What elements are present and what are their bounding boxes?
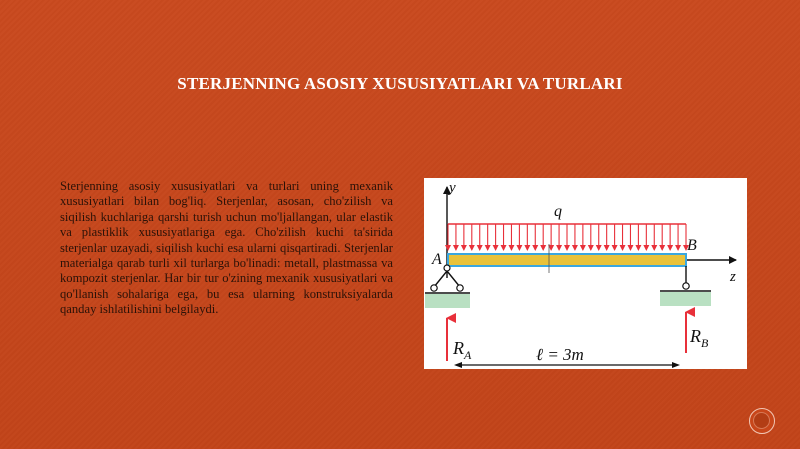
load-arrow-head	[596, 245, 602, 251]
nav-button-inner	[753, 412, 770, 429]
reaction-b-label: $R_B$	[690, 326, 709, 350]
load-arrow-head	[580, 245, 586, 251]
length-label: ℓ = 3m	[536, 345, 584, 364]
slide-title: STERJENNING ASOSIY XUSUSIYATLARI VA TURLARI	[177, 74, 623, 93]
load-arrow-head	[612, 245, 618, 251]
load-arrow-head	[540, 245, 546, 251]
load-arrow-head	[667, 245, 673, 251]
load-arrow-head	[643, 245, 649, 251]
beam-diagram	[424, 178, 747, 369]
load-arrow-head	[659, 245, 665, 251]
load-arrow-head	[516, 245, 522, 251]
load-arrow-head	[493, 245, 499, 251]
load-arrow-head	[508, 245, 514, 251]
load-arrow-head	[461, 245, 467, 251]
y-axis-label: y	[449, 180, 456, 196]
z-axis-label: z	[730, 269, 736, 285]
load-arrow-head	[651, 245, 657, 251]
load-arrow-head	[627, 245, 633, 251]
load-arrow-head	[453, 245, 459, 251]
load-arrow-head	[485, 245, 491, 251]
beam-diagram-svg	[424, 178, 747, 369]
load-arrow-head	[588, 245, 594, 251]
length-arrow-left	[454, 362, 462, 368]
load-arrow-head	[564, 245, 570, 251]
load-arrow-head	[556, 245, 562, 251]
load-arrow-head	[620, 245, 626, 251]
load-arrow-head	[524, 245, 530, 251]
distributed-load	[445, 224, 689, 251]
reaction-a-label: $R_A$	[453, 338, 472, 362]
load-arrow-head	[604, 245, 610, 251]
load-arrow-head	[501, 245, 507, 251]
right-roller-support	[660, 266, 711, 306]
load-arrow-head	[532, 245, 538, 251]
load-arrow-head	[675, 245, 681, 251]
point-b-label: B	[687, 237, 697, 254]
load-arrow-head	[469, 245, 475, 251]
length-arrow-right	[672, 362, 680, 368]
load-arrow-head	[445, 245, 451, 251]
beam	[448, 254, 686, 266]
load-arrow-head	[572, 245, 578, 251]
left-pin-support	[425, 265, 470, 308]
load-label: q	[554, 203, 562, 220]
load-arrow-head	[477, 245, 483, 251]
load-arrow-head	[635, 245, 641, 251]
slide-nav-button[interactable]	[749, 408, 775, 434]
slide-paragraph: Sterjenning asosiy xususiyatlari va turlari uning mexanik xususiyatlari bilan bog'liq. Sterjenlar, asosan, cho'zilish va siqilish kuchlariga qarshi turish uchun mo'ljallangan, ular elastik va plastiklik xususiyatlariga ega. Cho'zilish kuchi ta'sirida sterjenlar uzayadi, siqilish kuchi esa ularni qisqartiradi. Sterjenlar materialga qarab turli xil turlarga bo'linadi: metall, plastmassa va kompozit sterjenlar. Har bir tur o'zining mexanik xususiyatlari va qo'llanish sohalariga ega, bu esa ularning konstruksiyalarda qanday ishlatilishini belgilaydi.	[60, 179, 393, 317]
point-a-label: A	[432, 251, 442, 268]
